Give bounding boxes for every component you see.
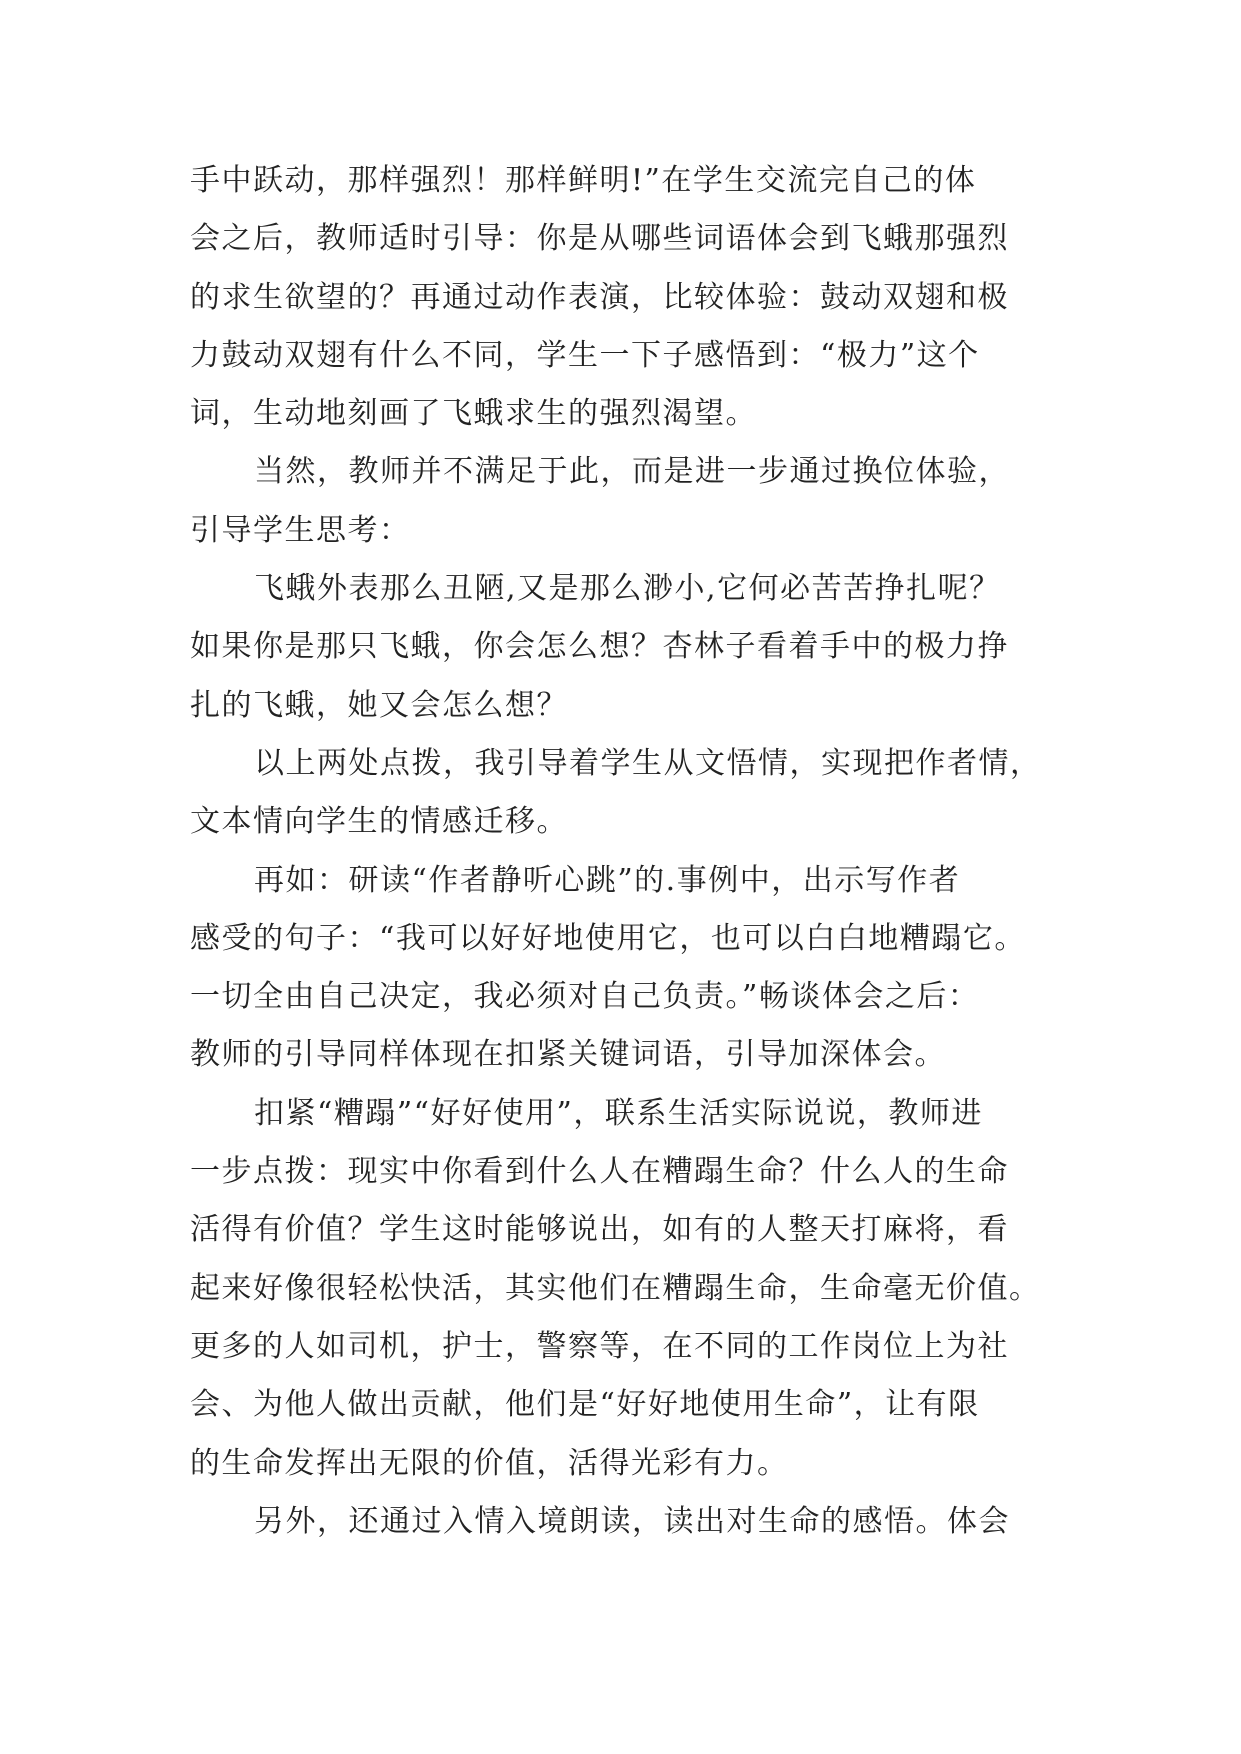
paragraph-first-line: 当然，教师并不满足于此，而是进一步通过换位体验， [254,454,1010,490]
text-line: 词，生动地刻画了飞蛾求生的强烈渴望。 [190,396,757,432]
text-line: 扎的飞蛾，她又会怎么想？ [190,687,568,723]
text-line: 一步点拨：现实中你看到什么人在糟蹋生命？什么人的生命 [190,1154,1009,1190]
text-line: 一切全由自己决定，我必须对自己负责。”畅谈体会之后： [190,979,980,1015]
body-text [190,152,1050,1551]
text-line: 教师的引导同样体现在扣紧关键词语，引导加深体会。 [190,1037,946,1073]
text-line: 引导学生思考： [190,512,411,548]
paragraph-first-line: 飞蛾外表那么丑陋,又是那么渺小,它何必苦苦挣扎呢？ [254,571,1001,607]
text-line: 如果你是那只飞蛾，你会怎么想？杏林子看着手中的极力挣 [190,629,1009,665]
text-line: 起来好像很轻松快活，其实他们在糟蹋生命，生命毫无价值。 [190,1270,1041,1306]
text-line: 的生命发挥出无限的价值，活得光彩有力。 [190,1445,789,1481]
text-line: 会、为他人做出贡献，他们是“好好地使用生命”，让有限 [190,1387,980,1423]
text-line: 活得有价值？学生这时能够说出，如有的人整天打麻将，看 [190,1212,1009,1248]
paragraph-first-line: 以上两处点拨，我引导着学生从文悟情，实现把作者情， [254,745,1042,781]
paragraph-first-line: 再如：研读“作者静听心跳”的.事例中，出示写作者 [254,862,961,898]
paragraph-first-line: 扣紧“糟蹋”“好好使用”，联系生活实际说说，教师进 [254,1095,983,1131]
text-line: 感受的句子：“我可以好好地使用它，也可以白白地糟蹋它。 [190,920,1026,956]
text-line: 力鼓动双翅有什么不同，学生一下子感悟到：“极力”这个 [190,337,980,373]
text-line: 文本情向学生的情感迁移。 [190,804,568,840]
paragraph-first-line: 另外，还通过入情入境朗读，读出对生命的感悟。体会 [254,1503,1010,1539]
text-line: 会之后，教师适时引导：你是从哪些词语体会到飞蛾那强烈 [190,221,1009,257]
text-line: 手中跃动，那样强烈！那样鲜明!”在学生交流完自己的体 [190,163,977,198]
text-line: 的求生欲望的？再通过动作表演，比较体验：鼓动双翅和极 [190,279,1009,315]
text-line: 更多的人如司机，护士，警察等，在不同的工作岗位上为社 [190,1328,1009,1364]
